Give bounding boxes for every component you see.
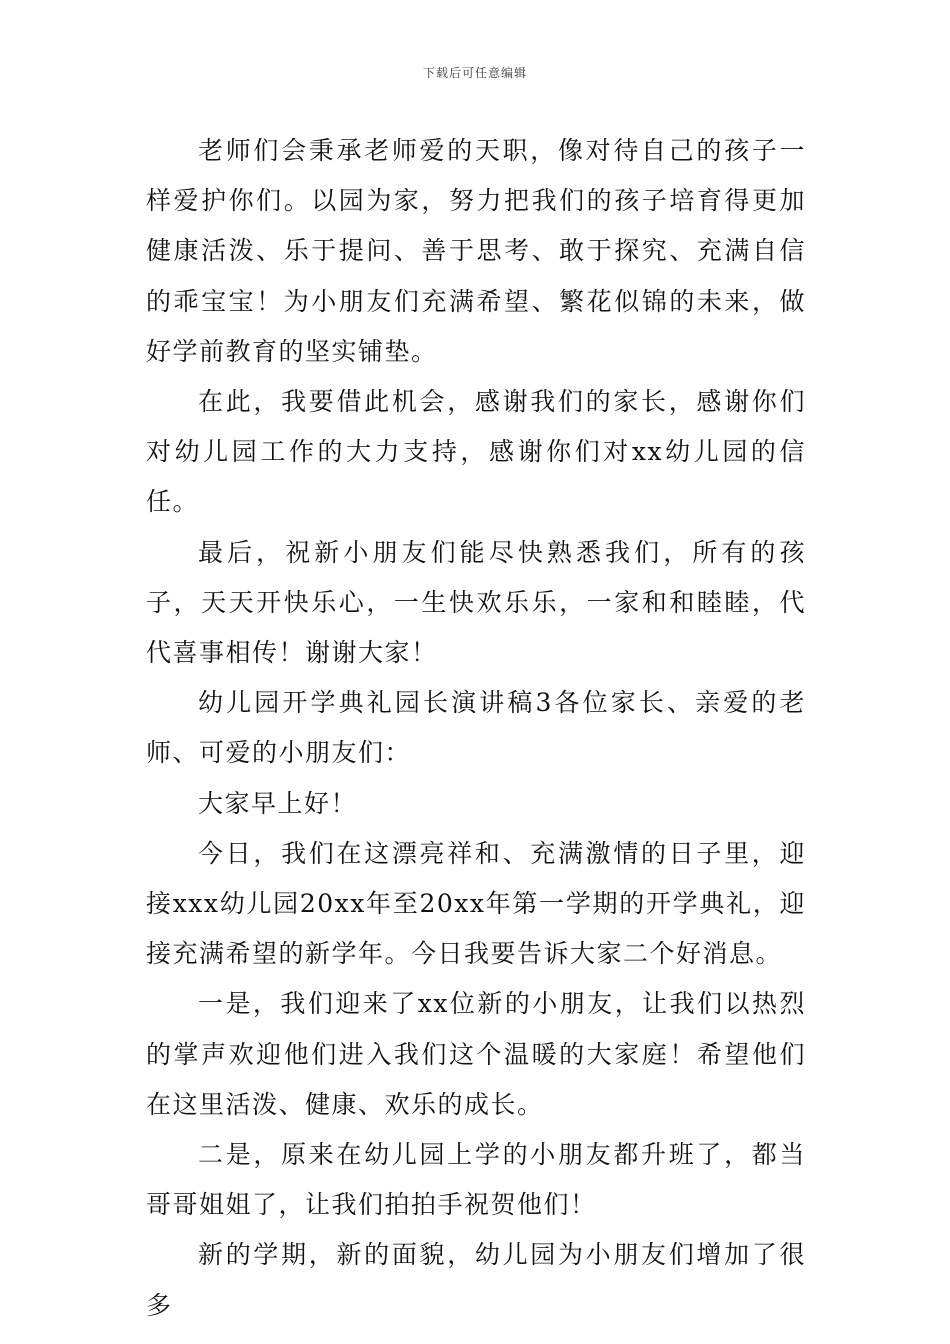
paragraph-2: 在此，我要借此机会，感谢我们的家长，感谢你们对幼儿园工作的大力支持，感谢你们对xx幼儿园的信任。 xyxy=(146,387,806,517)
paragraph-1: 老师们会秉承老师爱的天职，像对待自己的孩子一样爱护你们。以园为家，努力把我们的孩子培育得更加健康活泼、乐于提问、善于思考、敢于探究、充满自信的乖宝宝！为小朋友们充满希望、繁花似锦的未来，做好学前教育的坚实铺垫。 xyxy=(146,136,806,366)
page-header: 下载后可任意编辑 xyxy=(422,66,527,80)
paragraph-5: 大家早上好！ xyxy=(198,788,358,818)
paragraph-6: 今日，我们在这漂亮祥和、充满激情的日子里，迎接xxx幼儿园20xx年至20xx年第一学期的开学典礼，迎接充满希望的新学年。今日我要告诉大家二个好消息。 xyxy=(146,838,806,969)
paragraph-4: 幼儿园开学典礼园长演讲稿3各位家长、亲爱的老师、可爱的小朋友们： xyxy=(146,688,806,768)
paragraph-9: 新的学期，新的面貌，幼儿园为小朋友们增加了很多 xyxy=(146,1240,806,1320)
document-body xyxy=(146,126,806,1331)
paragraph-8: 二是，原来在幼儿园上学的小朋友都升班了，都当哥哥姐姐了，让我们拍拍手祝贺他们！ xyxy=(146,1140,806,1220)
paragraph-3: 最后，祝新小朋友们能尽快熟悉我们，所有的孩子，天天开快乐心，一生快欢乐乐，一家和和睦睦，代代喜事相传！谢谢大家！ xyxy=(146,537,806,668)
paragraph-7: 一是，我们迎来了xx位新的小朋友，让我们以热烈的掌声欢迎他们进入我们这个温暖的大家庭！希望他们在这里活泼、健康、欢乐的成长。 xyxy=(146,989,806,1119)
